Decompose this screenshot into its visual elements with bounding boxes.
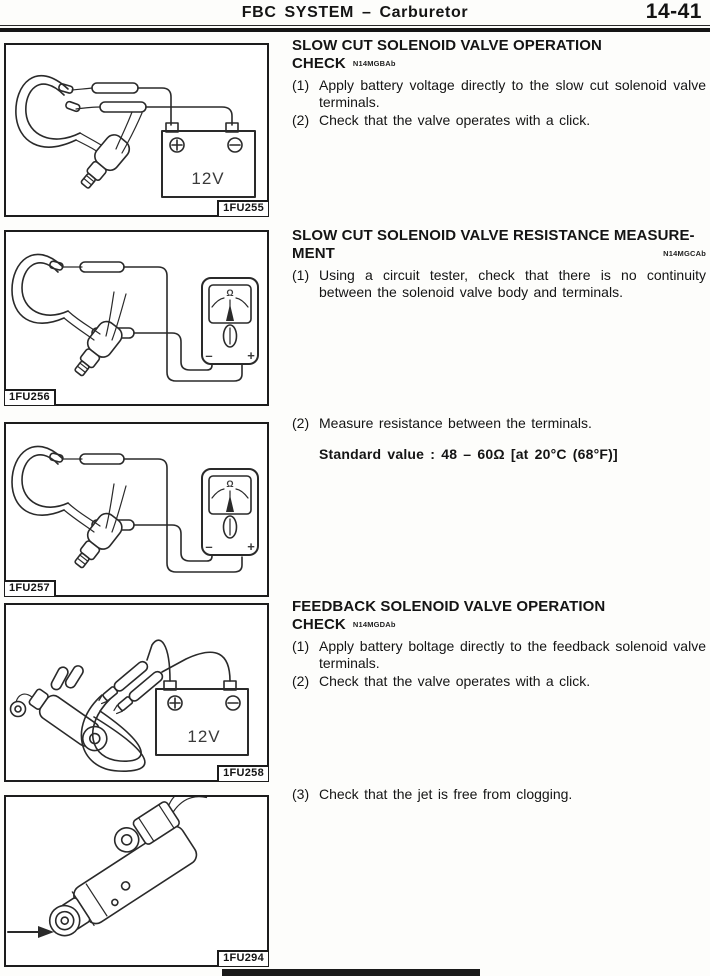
step-row [292, 267, 706, 300]
step-number: (3) [292, 786, 310, 802]
section-heading [292, 37, 706, 73]
section-code: N14MGCAb [663, 249, 706, 258]
step-number: (2) [292, 673, 310, 689]
step-row [292, 415, 706, 432]
step-row [292, 77, 706, 110]
solenoid-jet-illustration [6, 797, 263, 961]
battery-voltage-label: 12V [191, 169, 225, 188]
section-feedback-step3 [292, 784, 706, 803]
step-number: (2) [292, 415, 310, 431]
section-heading-text: SLOW CUT SOLENOID VALVE OPERATION CHECK [292, 37, 602, 72]
step-number: (1) [292, 77, 310, 93]
feedback-solenoid-battery-illustration [6, 605, 263, 776]
figure-box-1fu256 [4, 230, 269, 406]
circuit-tester-icon [202, 278, 258, 364]
figure-box-1fu258 [4, 603, 269, 782]
battery-voltage-label: 12V [187, 727, 221, 746]
step-row [292, 786, 706, 803]
solenoid-circuit-tester-illustration [6, 232, 263, 400]
positive-terminal-icon [170, 138, 184, 152]
figure-label: 1FU294 [217, 950, 268, 966]
step-text: Check that the valve operates with a click. [319, 673, 591, 689]
standard-value-text: Standard value : 48 – 60Ω [at 20°C (68°F)] [319, 445, 618, 462]
figure-label: 1FU257 [5, 580, 56, 596]
tester-dial-label: Ω [226, 288, 234, 298]
section-heading-line2: MENT [292, 245, 335, 262]
figure-box-1fu257 [4, 422, 269, 597]
step-number: (1) [292, 638, 310, 654]
step-text: Apply battery boltage directly to the feedback solenoid valve terminals. [319, 638, 706, 671]
tester-dial-label: Ω [226, 479, 234, 489]
step-number: (1) [292, 267, 310, 283]
section-code: N14MGBAb [352, 59, 396, 68]
header-rule-thin [0, 25, 710, 26]
tester-minus-label: – [205, 539, 213, 554]
step-row [292, 112, 706, 129]
step-text: Using a circuit tester, check that there is no continuity between the solenoid valve body and terminals. [319, 267, 706, 300]
solenoid-valve-body [27, 797, 232, 946]
figure-label: 1FU258 [217, 765, 268, 781]
scan-artifact-bar [222, 969, 480, 976]
section-resistance-continued [292, 413, 706, 462]
figure-label: 1FU255 [217, 200, 268, 216]
tester-plus-label: + [247, 348, 255, 363]
tester-plus-label: + [247, 539, 255, 554]
step-text: Apply battery voltage directly to the slow cut solenoid valve terminals. [319, 77, 706, 110]
page-title: FBC SYSTEM – Carburetor [241, 4, 469, 21]
header-rule-thick [0, 28, 710, 32]
section-heading [292, 598, 706, 634]
step-text: Measure resistance between the terminals. [319, 415, 592, 431]
solenoid-valve-illustration [74, 131, 132, 194]
section-heading-line1: SLOW CUT SOLENOID VALVE RESISTANCE MEASURE- [292, 227, 695, 244]
section-resistance [292, 227, 706, 300]
section-heading [292, 227, 706, 263]
step-text: Check that the jet is free from clogging. [319, 786, 573, 802]
figure-label: 1FU256 [5, 389, 56, 405]
figure-box-1fu294 [4, 795, 269, 967]
circuit-tester-icon [202, 469, 258, 555]
step-row [292, 638, 706, 671]
figure-box-1fu255 [4, 43, 269, 217]
section-heading-text: FEEDBACK SOLENOID VALVE OPERATION CHECK [292, 598, 606, 633]
tester-minus-label: – [205, 348, 213, 363]
section-code: N14MGDAb [352, 620, 396, 629]
step-row [292, 673, 706, 690]
solenoid-circuit-tester-illustration [6, 424, 263, 591]
positive-terminal-icon [168, 696, 182, 710]
page-number: 14-41 [645, 0, 702, 23]
section-feedback [292, 598, 706, 690]
jet-pointer-arrow-icon [8, 926, 54, 938]
slow-cut-solenoid-battery-illustration [6, 45, 263, 211]
step-number: (2) [292, 112, 310, 128]
step-text: Check that the valve operates with a click. [319, 112, 591, 128]
section-op-check [292, 37, 706, 129]
